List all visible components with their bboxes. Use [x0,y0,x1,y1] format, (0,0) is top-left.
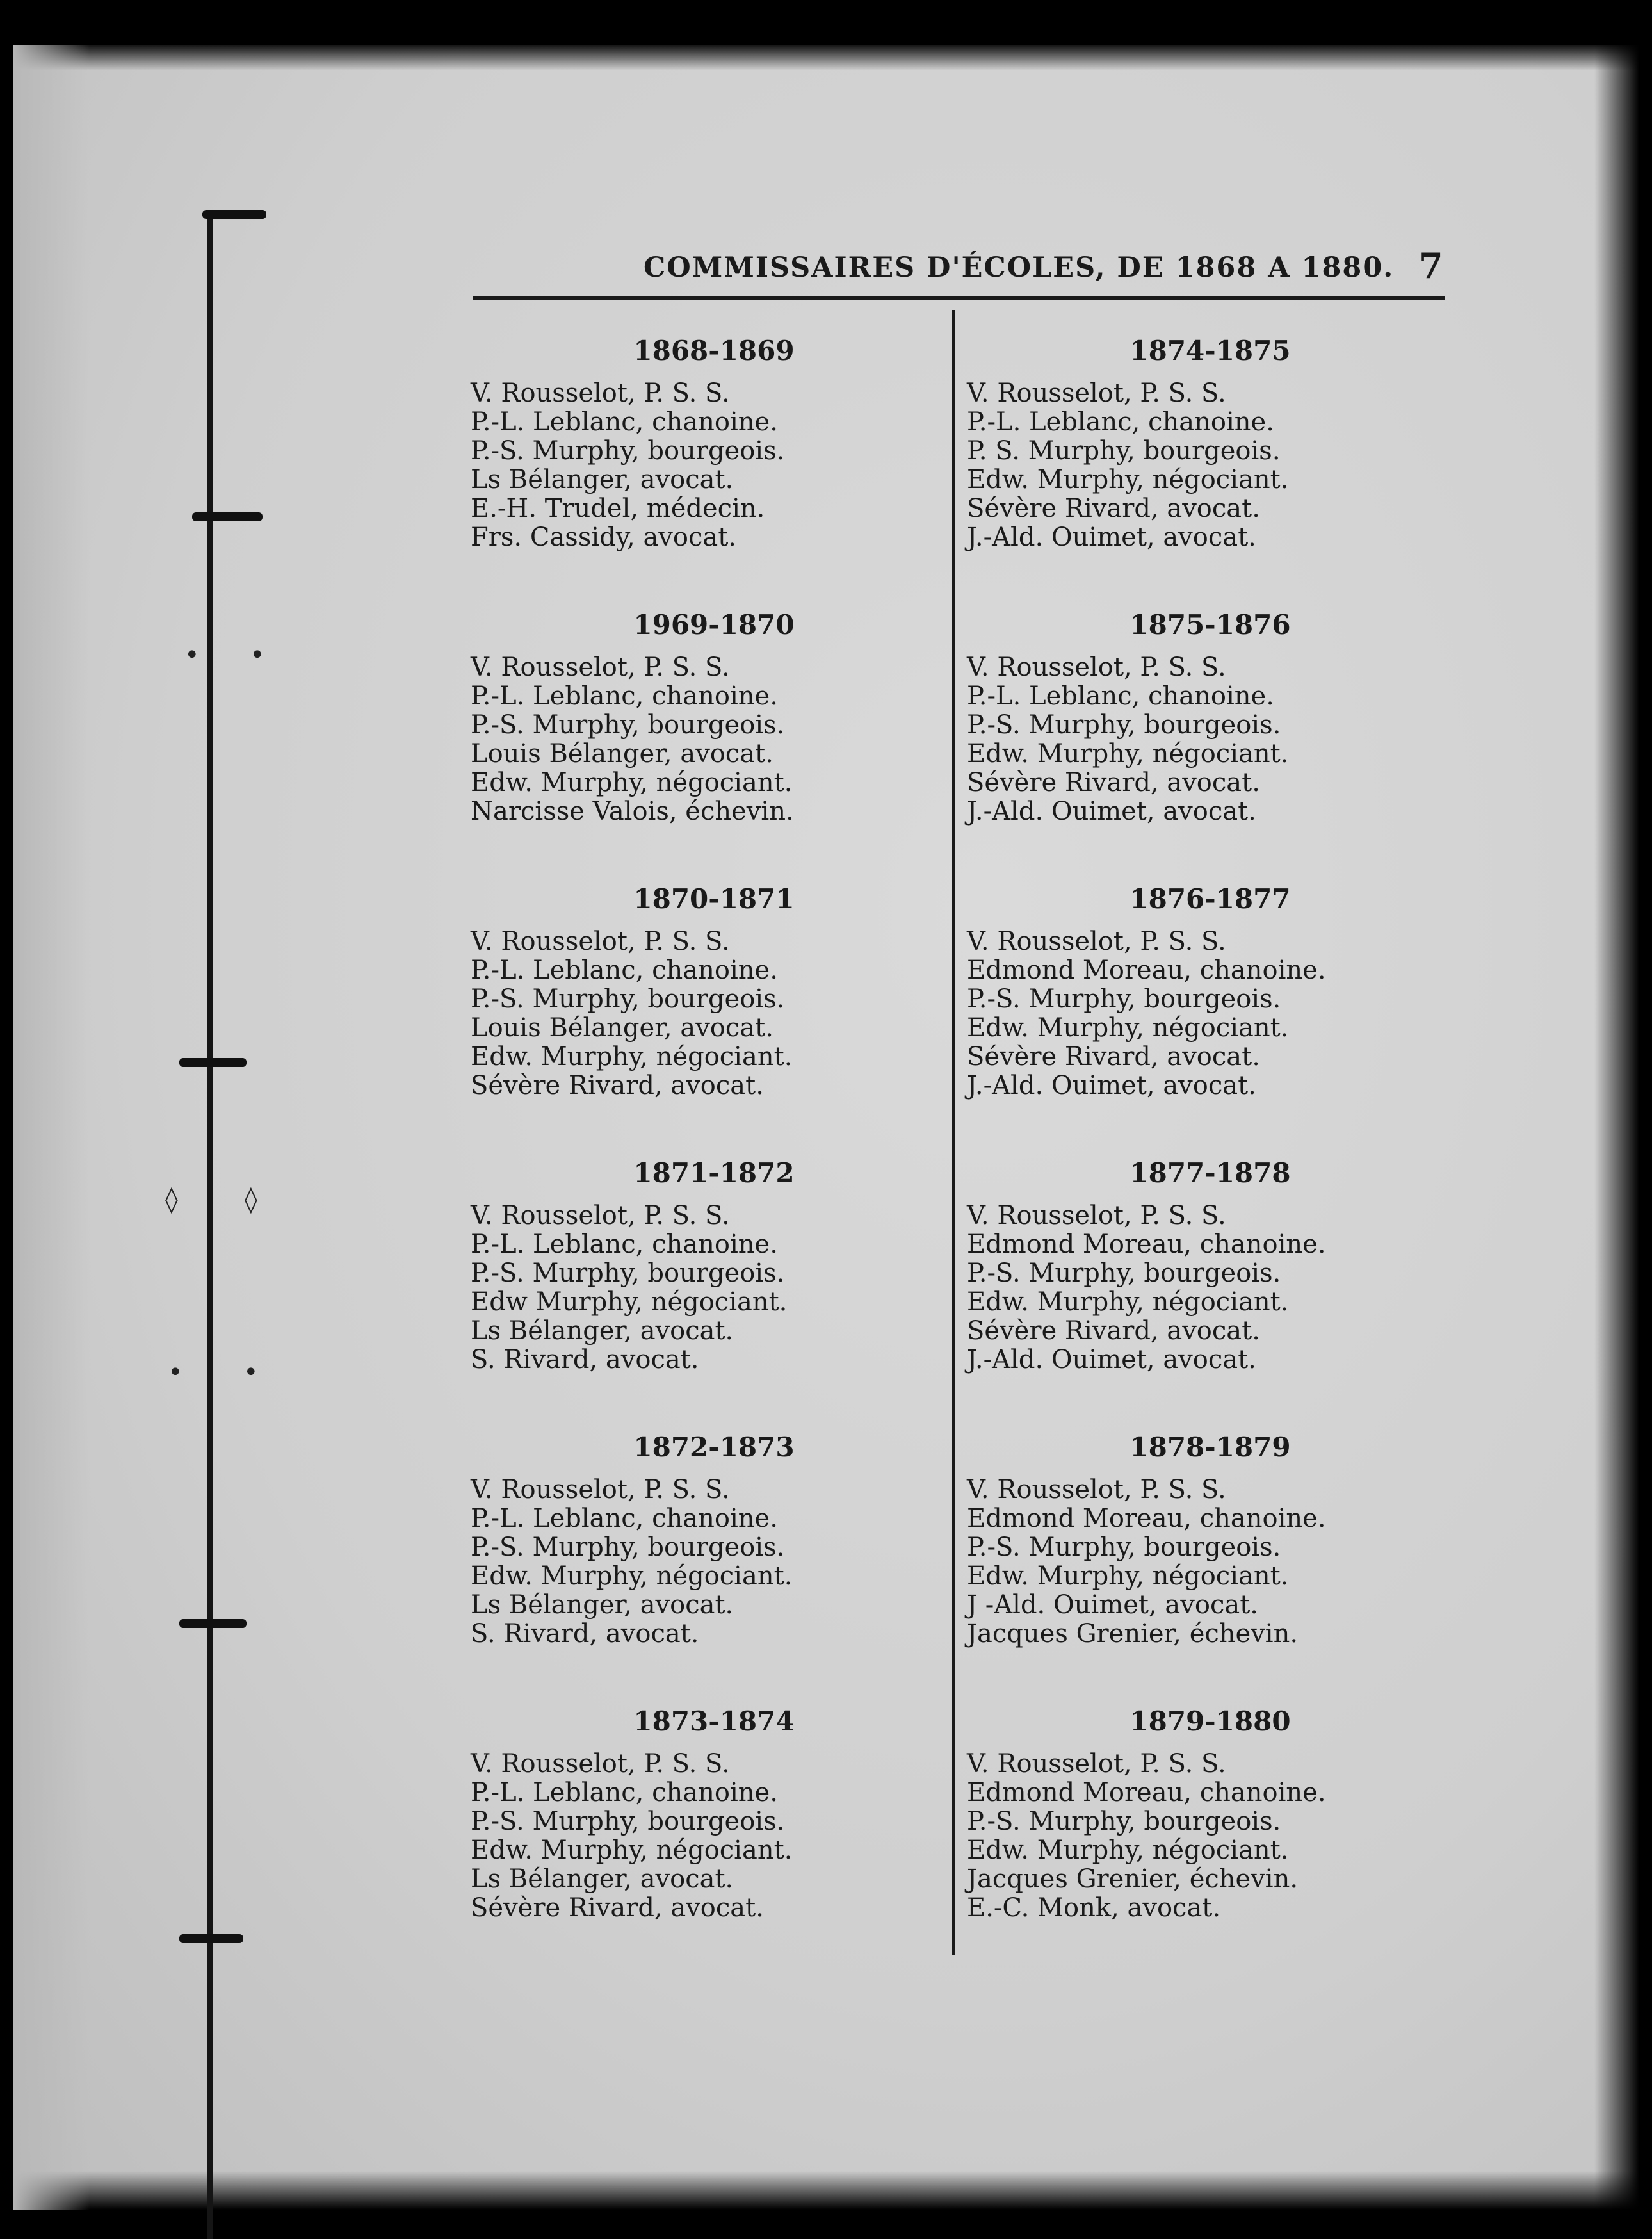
list-item: P.-S. Murphy, bourgeois. [471,1258,785,1288]
list-item: Narcisse Valois, échevin. [471,797,794,826]
list-item: Edw Murphy, négociant. [471,1287,788,1317]
list-item: P.-L. Leblanc, chanoine. [471,1778,778,1807]
page-shadow-top [13,45,1639,70]
year-block [967,599,1415,874]
list-item: Sévère Rivard, avocat. [471,1893,764,1923]
year-block [967,1422,1415,1696]
year-block [471,1696,919,1970]
list-item: Edw. Murphy, négociant. [471,1836,793,1865]
list-item: Sévère Rivard, avocat. [967,1316,1260,1346]
list-item: P.-L. Leblanc, chanoine. [471,956,778,985]
list-item: V. Rousselot, P. S. S. [967,379,1226,408]
binding-stitch [192,512,263,521]
year-block [471,1422,919,1696]
binding-stitch [179,1934,243,1943]
list-item: Jacques Grenier, échevin. [967,1864,1299,1894]
list-item: V. Rousselot, P. S. S. [471,653,730,682]
year-heading: 1879-1880 [1130,1706,1291,1737]
year-heading: 1868-1869 [633,335,795,366]
member-list [967,1201,1415,1374]
list-item: P.-S. Murphy, bourgeois. [471,984,785,1014]
binding-stitch [202,210,266,219]
list-item: Edw. Murphy, négociant. [471,768,793,797]
list-item: V. Rousselot, P. S. S. [471,1749,730,1779]
list-item: P.-L. Leblanc, chanoine. [471,1504,778,1533]
member-list [471,1476,919,1649]
list-item: V. Rousselot, P. S. S. [967,1201,1226,1230]
year-heading: 1871-1872 [633,1157,795,1189]
list-item: Ls Bélanger, avocat. [471,1864,734,1894]
list-item: Frs. Cassidy, avocat. [471,523,737,552]
list-item: P.-L. Leblanc, chanoine. [471,407,778,437]
list-item: Edmond Moreau, chanoine. [967,956,1326,985]
member-list [471,379,919,552]
list-item: J.-Ald. Ouimet, avocat. [967,1071,1256,1100]
binding-hole-mark: ◊ [165,1185,178,1214]
list-item: V. Rousselot, P. S. S. [471,927,730,956]
list-item: P.-S. Murphy, bourgeois. [471,436,785,466]
list-item: E.-H. Trudel, médecin. [471,494,765,523]
list-item: Sévère Rivard, avocat. [967,768,1260,797]
list-item: P.-S. Murphy, bourgeois. [471,1807,785,1836]
list-item: P.-S. Murphy, bourgeois. [471,1533,785,1562]
member-list [967,1750,1415,1923]
list-item: P.-S. Murphy, bourgeois. [471,710,785,740]
year-heading: 1878-1879 [1130,1431,1291,1463]
binding-hole-mark: • [184,640,200,670]
list-item: P.-S. Murphy, bourgeois. [967,984,1281,1014]
list-item: J.-Ald. Ouimet, avocat. [967,797,1256,826]
year-heading: 1872-1873 [633,1431,795,1463]
list-item: Edw. Murphy, négociant. [967,1013,1289,1043]
list-item: J.-Ald. Ouimet, avocat. [967,1345,1256,1374]
binding-hole-mark: • [243,1358,259,1387]
list-item: P.-S. Murphy, bourgeois. [967,1258,1281,1288]
list-item: Edw. Murphy, négociant. [471,1561,793,1591]
list-item: P.-L. Leblanc, chanoine. [471,1230,778,1259]
page-header-title: COMMISSAIRES D'ÉCOLES, DE 1868 A 1880. [644,252,1395,284]
list-item: Edw. Murphy, négociant. [967,1287,1289,1317]
list-item: Edw. Murphy, négociant. [967,1836,1289,1865]
list-item: P.-S. Murphy, bourgeois. [967,710,1281,740]
member-list [967,379,1415,552]
list-item: J -Ald. Ouimet, avocat. [967,1590,1258,1620]
member-list [967,927,1415,1100]
list-item: Louis Bélanger, avocat. [471,739,773,769]
year-heading: 1876-1877 [1130,883,1291,915]
year-block [471,874,919,1148]
list-item: P.-S. Murphy, bourgeois. [967,1807,1281,1836]
column-divider [952,310,955,1955]
list-item: S. Rivard, avocat. [471,1345,699,1374]
list-item: V. Rousselot, P. S. S. [967,1475,1226,1504]
list-item: P.-L. Leblanc, chanoine. [967,681,1274,711]
year-block [471,325,919,599]
list-item: Edmond Moreau, chanoine. [967,1778,1326,1807]
list-item: Edw. Murphy, négociant. [967,465,1289,494]
year-block [967,325,1415,599]
binding-stitch [179,1058,247,1067]
list-item: Louis Bélanger, avocat. [471,1013,773,1043]
list-item: Sévère Rivard, avocat. [967,1042,1260,1071]
list-item: P.-S. Murphy, bourgeois. [967,1533,1281,1562]
binding-hole-mark: • [250,640,265,670]
member-list [967,1476,1415,1649]
list-item: Edmond Moreau, chanoine. [967,1504,1326,1533]
list-item: Ls Bélanger, avocat. [471,1316,734,1346]
list-item: Edw. Murphy, négociant. [967,1561,1289,1591]
list-item: V. Rousselot, P. S. S. [967,653,1226,682]
left-column [471,325,919,1970]
year-heading: 1874-1875 [1130,335,1291,366]
list-item: E.-C. Monk, avocat. [967,1893,1221,1923]
header-rule [473,296,1445,300]
year-block [471,599,919,874]
list-item: S. Rivard, avocat. [471,1619,699,1649]
list-item: Jacques Grenier, échevin. [967,1619,1299,1649]
year-heading: 1873-1874 [633,1706,795,1737]
year-heading: 1875-1876 [1130,609,1291,640]
binding-hole-mark: • [168,1358,183,1387]
year-block [471,1148,919,1422]
year-block [967,874,1415,1148]
list-item: Ls Bélanger, avocat. [471,465,734,494]
list-item: Sévère Rivard, avocat. [471,1071,764,1100]
page-shadow-bottom [13,2171,1639,2210]
list-item: P.-L. Leblanc, chanoine. [967,407,1274,437]
year-heading: 1969-1870 [633,609,795,640]
year-block [967,1148,1415,1422]
list-item: Sévère Rivard, avocat. [967,494,1260,523]
page-number: 7 [1419,245,1443,286]
list-item: Edw. Murphy, négociant. [967,739,1289,769]
list-item: P.-L. Leblanc, chanoine. [471,681,778,711]
member-list [471,1201,919,1374]
list-item: Ls Bélanger, avocat. [471,1590,734,1620]
list-item: V. Rousselot, P. S. S. [471,1475,730,1504]
list-item: Edw. Murphy, négociant. [471,1042,793,1071]
list-item: Edmond Moreau, chanoine. [967,1230,1326,1259]
member-list [471,1750,919,1923]
binding-stitch [179,1619,247,1628]
list-item: V. Rousselot, P. S. S. [471,1201,730,1230]
member-list [471,927,919,1100]
year-heading: 1870-1871 [633,883,795,915]
binding-hole-mark: ◊ [245,1185,257,1214]
page-shadow-right [1594,45,1639,2210]
list-item: V. Rousselot, P. S. S. [471,379,730,408]
right-column [967,325,1415,1970]
member-list [471,653,919,826]
list-item: J.-Ald. Ouimet, avocat. [967,523,1256,552]
year-heading: 1877-1878 [1130,1157,1291,1189]
list-item: V. Rousselot, P. S. S. [967,927,1226,956]
year-block [967,1696,1415,1970]
spine-shade [13,45,90,2210]
list-item: V. Rousselot, P. S. S. [967,1749,1226,1779]
list-item: P. S. Murphy, bourgeois. [967,436,1281,466]
member-list [967,653,1415,826]
